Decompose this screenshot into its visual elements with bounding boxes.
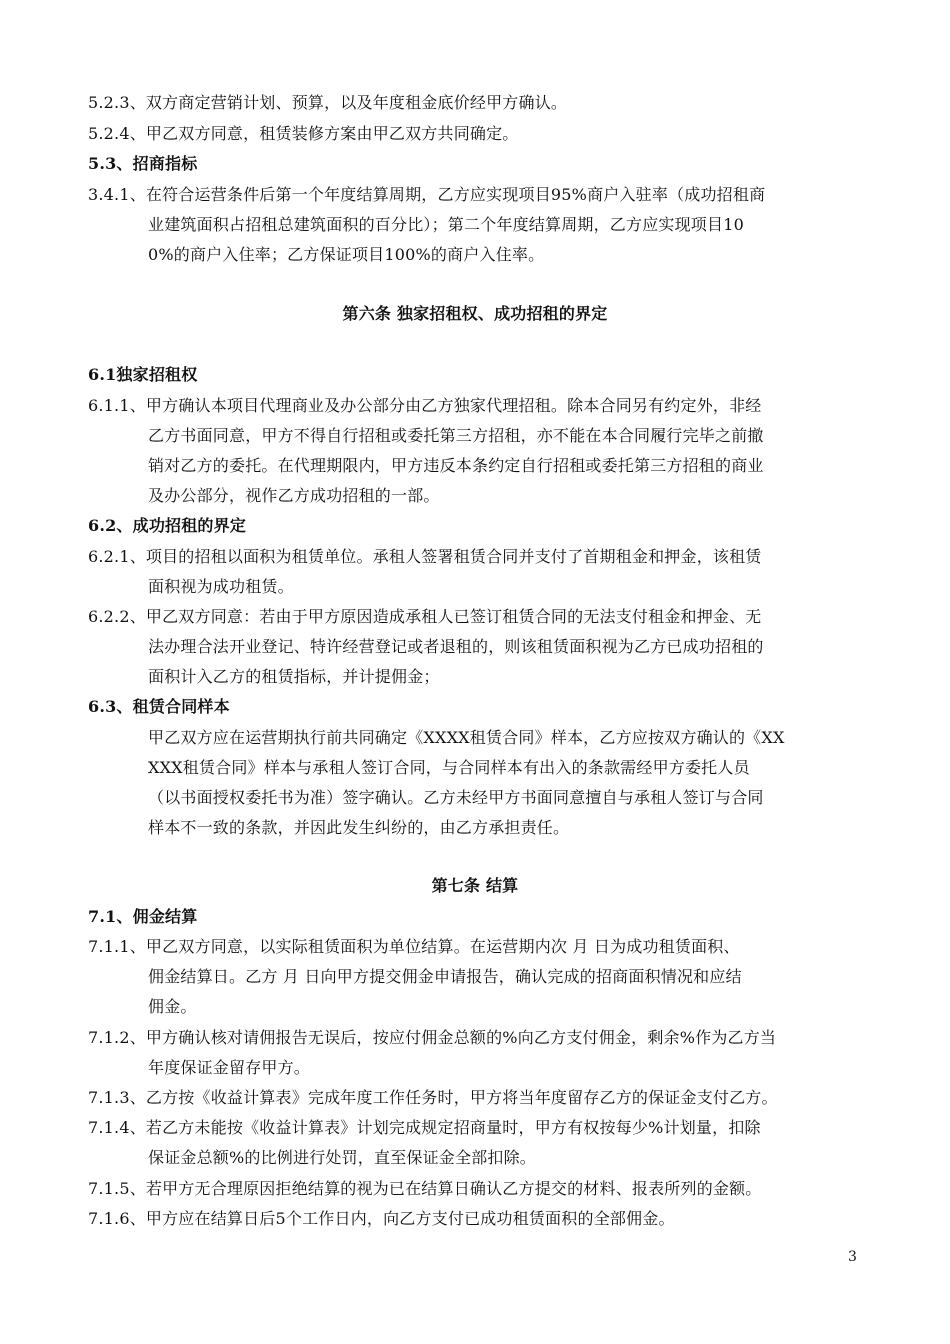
clause-7-1-1-cont: 佣金。: [148, 997, 197, 1016]
clause-7-1-6: 7.1.6、甲方应在结算日后5个工作日内，向乙方支付已成功租赁面积的全部佣金。: [88, 1209, 675, 1228]
paragraph-6-3-cont: 样本不一致的条款，并因此发生纠纷的，由乙方承担责任。: [148, 818, 570, 837]
clause-3-4-1-cont: 业建筑面积占招租总建筑面积的百分比）；第二个年度结算周期，乙方应实现项目10: [148, 215, 744, 234]
paragraph-6-3: 甲乙双方应在运营期执行前共同确定《XXXX租赁合同》样本，乙方应按双方确认的《XX: [148, 728, 785, 747]
clause-7-1-2: 7.1.2、甲方确认核对请佣报告无误后，按应付佣金总额的%向乙方支付佣金，剩余%作为乙方当: [88, 1028, 777, 1047]
heading-6-1: 6.1独家招租权: [88, 365, 198, 384]
clause-6-1-1-cont: 销对乙方的委托。在代理期限内，甲方违反本条约定自行招租或委托第三方招租的商业: [148, 456, 764, 475]
paragraph-6-3-cont: （以书面授权委托书为准）签字确认。乙方未经甲方书面同意擅自与承租人签订与合同: [148, 788, 764, 807]
clause-7-1-1-cont: 佣金结算日。乙方 月 日向甲方提交佣金申请报告，确认完成的招商面积情况和应结: [148, 967, 742, 986]
heading-5-3: 5.3、招商指标: [88, 154, 198, 173]
clause-6-2-1-cont: 面积视为成功租赁。: [148, 577, 294, 596]
article-7-title: 第七条 结算: [431, 876, 519, 895]
paragraph-6-3-cont: XXX租赁合同》样本与承租人签订合同，与合同样本有出入的条款需经甲方委托人员: [148, 758, 750, 777]
clause-6-2-1: 6.2.1、项目的招租以面积为租赁单位。承租人签署租赁合同并支付了首期租金和押金，该租赁: [88, 547, 762, 566]
clause-6-1-1-cont: 及办公部分，视作乙方成功招租的一部。: [148, 486, 440, 505]
clause-3-4-1: 3.4.1、在符合运营条件后第一个年度结算周期，乙方应实现项目95%商户入驻率（成功招租商: [88, 185, 766, 204]
heading-6-3: 6.3、租赁合同样本: [88, 697, 230, 716]
clause-5-2-3: 5.2.3、双方商定营销计划、预算，以及年度租金底价经甲方确认。: [88, 93, 568, 112]
article-6-title: 第六条 独家招租权、成功招租的界定: [342, 304, 608, 323]
clause-7-1-4-cont: 保证金总额%的比例进行处罚，直至保证金全部扣除。: [148, 1148, 537, 1167]
clause-3-4-1-cont: 0%的商户入住率；乙方保证项目100%的商户入住率。: [148, 245, 545, 264]
page-number: 3: [848, 1249, 857, 1265]
clause-6-2-2-cont: 法办理合法开业登记、特许经营登记或者退租的，则该租赁面积视为乙方已成功招租的: [148, 637, 764, 656]
clause-5-2-4: 5.2.4、甲乙双方同意，租赁装修方案由甲乙双方共同确定。: [88, 124, 519, 143]
clause-6-2-2: 6.2.2、甲乙双方同意：若由于甲方原因造成承租人已签订租赁合同的无法支付租金和押金、无: [88, 607, 762, 626]
clause-6-2-2-cont: 面积计入乙方的租赁指标，并计提佣金；: [148, 667, 440, 686]
heading-7-1: 7.1、佣金结算: [88, 907, 198, 926]
clause-7-1-3: 7.1.3、乙方按《收益计算表》完成年度工作任务时，甲方将当年度留存乙方的保证金支付乙方。: [88, 1088, 778, 1107]
clause-6-1-1-cont: 乙方书面同意，甲方不得自行招租或委托第三方招租，亦不能在本合同履行完毕之前撤: [148, 426, 764, 445]
clause-7-1-5: 7.1.5、若甲方无合理原因拒绝结算的视为已在结算日确认乙方提交的材料、报表所列的金额。: [88, 1179, 762, 1198]
clause-7-1-2-cont: 年度保证金留存甲方。: [148, 1058, 311, 1077]
heading-6-2: 6.2、成功招租的界定: [88, 516, 247, 535]
clause-7-1-4: 7.1.4、若乙方未能按《收益计算表》计划完成规定招商量时，甲方有权按每少%计划量，扣除: [88, 1118, 761, 1137]
clause-7-1-1: 7.1.1、甲乙双方同意，以实际租赁面积为单位结算。在运营期内次 月 日为成功租赁面积、: [88, 937, 740, 956]
clause-6-1-1: 6.1.1、甲方确认本项目代理商业及办公部分由乙方独家代理招租。除本合同另有约定外，非经: [88, 396, 762, 415]
